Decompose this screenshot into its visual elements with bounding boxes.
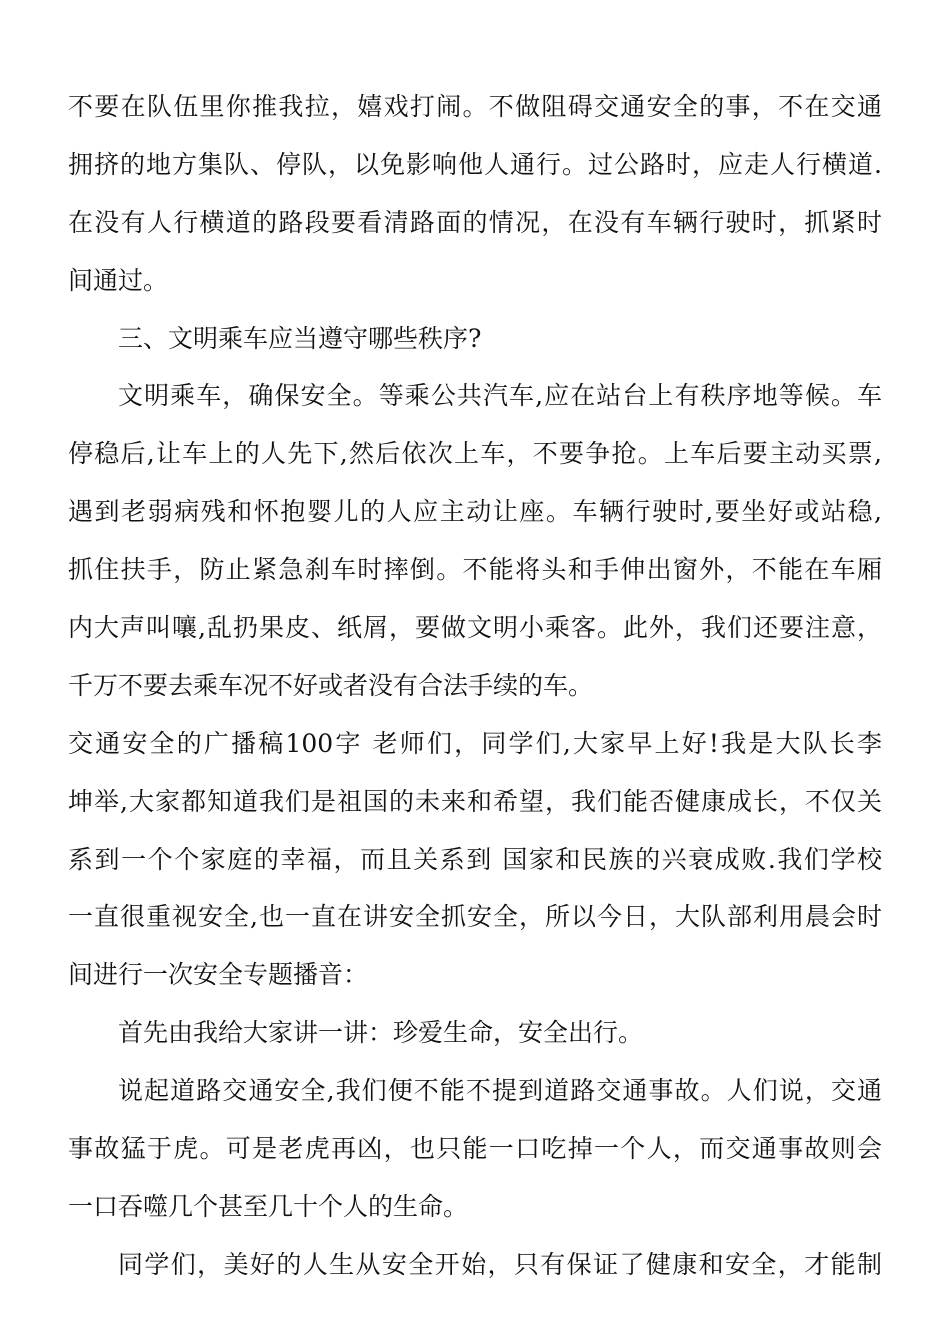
- text-line: 遇到老弱病残和怀抱婴儿的人应主动让座。车辆行驶时,要坐好或站稳,: [68, 497, 882, 527]
- text-line: 在没有人行横道的路段要看清路面的情况，在没有车辆行驶时，抓紧时: [68, 207, 882, 237]
- text-line: 坤举,大家都知道我们是祖国的未来和希望，我们能否健康成长，不仅关: [68, 786, 882, 816]
- text-line: 一直很重视安全,也一直在讲安全抓安全，所以今日，大队部利用晨会时: [68, 902, 882, 932]
- text-line: 抓住扶手，防止紧急刹车时摔倒。不能将头和手伸出窗外，不能在车厢: [68, 555, 882, 585]
- text-line: 千万不要去乘车况不好或者没有合法手续的车。: [68, 670, 594, 700]
- text-line: 文明乘车，确保安全。等乘公共汽车,应在站台上有秩序地等候。车: [118, 381, 882, 411]
- text-line: 系到一个个家庭的幸福，而且关系到 国家和民族的兴衰成败.我们学校: [68, 844, 882, 874]
- text-line: 交通安全的广播稿100字 老师们，同学们,大家早上好!我是大队长李: [68, 728, 882, 758]
- text-line: 首先由我给大家讲一讲：珍爱生命，安全出行。: [118, 1018, 644, 1048]
- section-heading: 三、文明乘车应当遵守哪些秩序?: [118, 323, 482, 353]
- text-line: 内大声叫嚷,乱扔果皮、纸屑，要做文明小乘客。此外，我们还要注意，: [68, 613, 882, 643]
- text-line: 一口吞噬几个甚至几十个人的生命。: [68, 1191, 469, 1221]
- text-line: 说起道路交通安全,我们便不能不提到道路交通事故。人们说，交通: [118, 1076, 882, 1106]
- text-line: 不要在队伍里你推我拉，嬉戏打闹。不做阻碍交通安全的事，不在交通: [68, 92, 882, 121]
- text-line: 间进行一次安全专题播音：: [68, 960, 369, 990]
- document-body: [68, 78, 882, 1294]
- text-line: 拥挤的地方集队、停队，以免影响他人通行。过公路时，应走人行横道.: [68, 149, 882, 179]
- text-line: 间通过。: [68, 265, 169, 295]
- text-line: 停稳后,让车上的人先下,然后依次上车，不要争抢。上车后要主动买票,: [68, 439, 882, 469]
- text-line: 同学们，美好的人生从安全开始，只有保证了健康和安全，才能制: [118, 1249, 882, 1279]
- text-line: 事故猛于虎。可是老虎再凶，也只能一口吃掉一个人，而交通事故则会: [68, 1134, 882, 1164]
